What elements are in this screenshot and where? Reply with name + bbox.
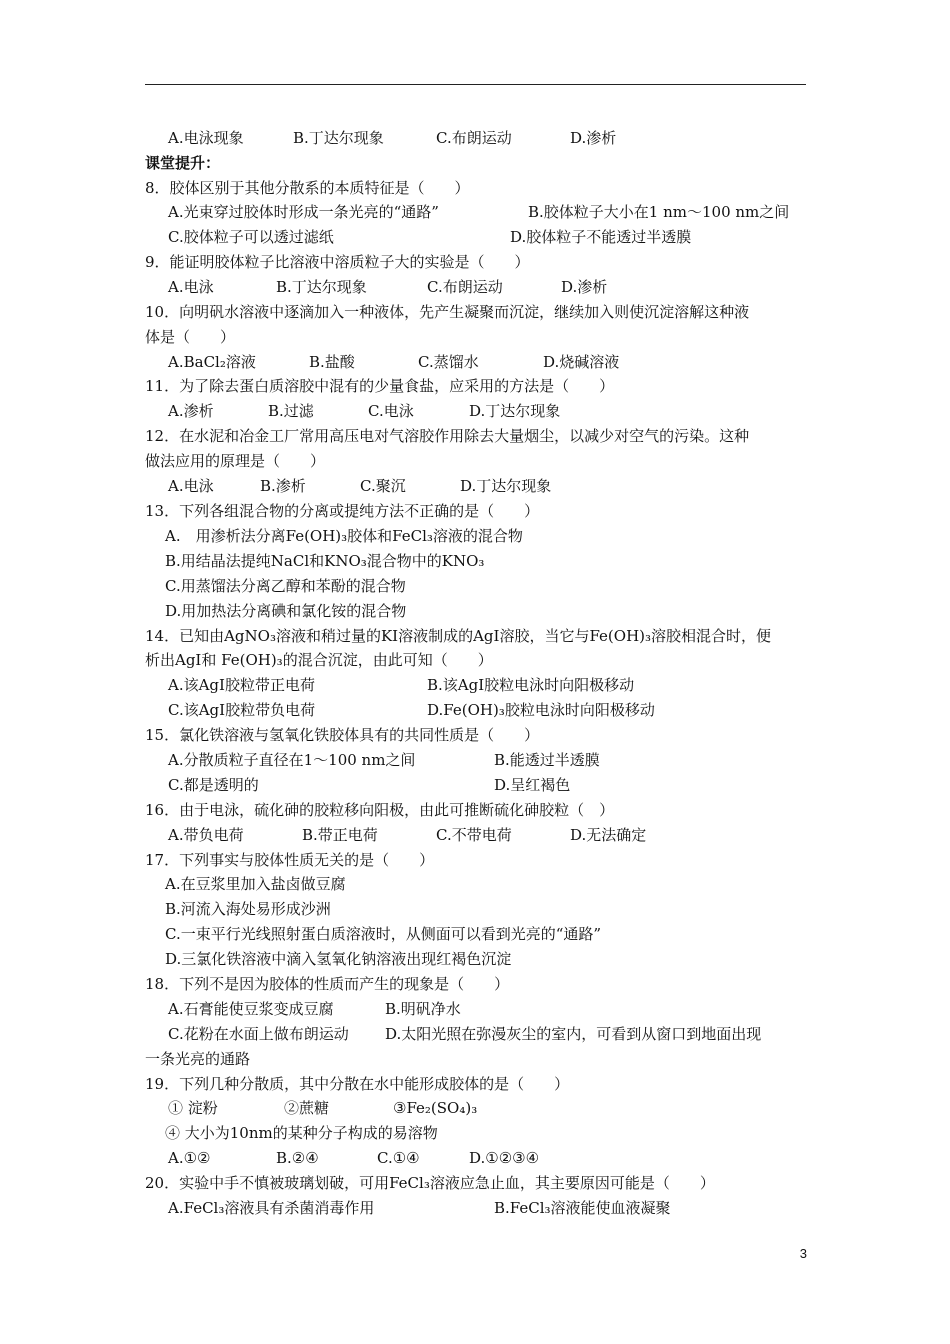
- q12-option-a: A.电泳: [168, 477, 214, 495]
- q8-option-a: A.光束穿过胶体时形成一条光亮的“通路”: [168, 203, 439, 221]
- q11-option-d: D.丁达尔现象: [469, 402, 561, 420]
- q19-item-3: ③Fe₂(SO₄)₃: [393, 1099, 478, 1117]
- question-10-line2: 体是（ ）: [145, 328, 236, 346]
- q19-item-4: ④ 大小为10nm的某种分子构成的易溶物: [150, 1124, 438, 1142]
- question-19: 19．下列几种分散质，其中分散在水中能形成胶体的是（ ）: [145, 1075, 570, 1093]
- question-18: 18．下列不是因为胶体的性质而产生的现象是（ ）: [145, 975, 510, 993]
- q7-option-d: D.渗析: [570, 129, 617, 147]
- q15-option-d: D.呈红褐色: [494, 776, 571, 794]
- q10-option-d: D.烧碱溶液: [543, 353, 620, 371]
- q8-option-c: C.胶体粒子可以透过滤纸: [168, 228, 334, 246]
- q9-option-a: A.电泳: [168, 278, 214, 296]
- q19-item-2: ②蔗糖: [284, 1099, 330, 1117]
- q15-option-a: A.分散质粒子直径在1～100 nm之间: [168, 751, 416, 769]
- q14-option-a: A.该AgI胶粒带正电荷: [168, 676, 315, 694]
- question-9: 9．能证明胶体粒子比溶液中溶质粒子大的实验是（ ）: [145, 253, 530, 271]
- q7-option-b: B.丁达尔现象: [293, 129, 384, 147]
- q7-option-c: C.布朗运动: [436, 129, 512, 147]
- q17-option-c: C.一束平行光线照射蛋白质溶液时，从侧面可以看到光亮的“通路”: [150, 925, 602, 943]
- section-heading: 课堂提升：: [145, 154, 221, 172]
- q8-option-b: B.胶体粒子大小在1 nm～100 nm之间: [528, 203, 790, 221]
- question-11: 11．为了除去蛋白质溶胶中混有的少量食盐，应采用的方法是（ ）: [145, 377, 615, 395]
- q19-item-1: ① 淀粉: [168, 1099, 218, 1117]
- q13-option-a: A. 用渗析法分离Fe(OH)₃胶体和FeCl₃溶液的混合物: [150, 527, 523, 545]
- q18-option-c: C.花粉在水面上做布朗运动: [168, 1025, 349, 1043]
- question-15: 15．氯化铁溶液与氢氧化铁胶体具有的共同性质是（ ）: [145, 726, 540, 744]
- q15-option-b: B.能透过半透膜: [494, 751, 600, 769]
- q14-option-c: C.该AgI胶粒带负电荷: [168, 701, 316, 719]
- q17-option-d: D.三氯化铁溶液中滴入氢氧化钠溶液出现红褐色沉淀: [150, 950, 512, 968]
- question-8: 8．胶体区别于其他分散系的本质特征是（ ）: [145, 179, 470, 197]
- q11-option-c: C.电泳: [368, 402, 414, 420]
- question-12-line2: 做法应用的原理是（ ）: [145, 452, 326, 470]
- q12-option-d: D.丁达尔现象: [460, 477, 552, 495]
- question-10-line1: 10．向明矾水溶液中逐滴加入一种液体，先产生凝聚而沉淀，继续加入则使沉淀溶解这种液: [145, 303, 750, 321]
- q11-option-b: B.过滤: [268, 402, 314, 420]
- q13-option-c: C.用蒸馏法分离乙醇和苯酚的混合物: [150, 577, 406, 595]
- q12-option-c: C.聚沉: [360, 477, 406, 495]
- question-13: 13．下列各组混合物的分离或提纯方法不正确的是（ ）: [145, 502, 540, 520]
- q14-option-b: B.该AgI胶粒电泳时向阳极移动: [427, 676, 635, 694]
- q18-option-a: A.石膏能使豆浆变成豆腐: [168, 1000, 334, 1018]
- q18-option-d-cont: 一条光亮的通路: [145, 1050, 251, 1068]
- q16-option-d: D.无法确定: [570, 826, 647, 844]
- q14-option-d: D.Fe(OH)₃胶粒电泳时向阳极移动: [427, 701, 655, 719]
- q16-option-b: B.带正电荷: [302, 826, 378, 844]
- question-12-line1: 12．在水泥和冶金工厂常用高压电对气溶胶作用除去大量烟尘，以减少对空气的污染。这种: [145, 427, 750, 445]
- q18-option-d: D.太阳光照在弥漫灰尘的室内，可看到从窗口到地面出现: [385, 1025, 762, 1043]
- q7-option-a: A.电泳现象: [168, 129, 244, 147]
- q19-option-d: D.①②③④: [469, 1149, 540, 1167]
- question-17: 17．下列事实与胶体性质无关的是（ ）: [145, 851, 435, 869]
- q13-option-d: D.用加热法分离碘和氯化铵的混合物: [150, 602, 407, 620]
- q10-option-b: B.盐酸: [309, 353, 355, 371]
- q15-option-c: C.都是透明的: [168, 776, 259, 794]
- header-rule: [145, 84, 806, 85]
- q19-option-a: A.①②: [168, 1149, 211, 1167]
- q9-option-c: C.布朗运动: [427, 278, 503, 296]
- q8-option-d: D.胶体粒子不能透过半透膜: [510, 228, 692, 246]
- question-14-line2: 析出AgI和 Fe(OH)₃的混合沉淀，由此可知（ ）: [145, 651, 493, 669]
- q13-option-b: B.用结晶法提纯NaCl和KNO₃混合物中的KNO₃: [150, 552, 485, 570]
- q20-option-b: B.FeCl₃溶液能使血液凝聚: [494, 1199, 671, 1217]
- q16-option-c: C.不带电荷: [436, 826, 512, 844]
- q10-option-a: A.BaCl₂溶液: [168, 353, 256, 371]
- q20-option-a: A.FeCl₃溶液具有杀菌消毒作用: [168, 1199, 375, 1217]
- question-20: 20．实验中手不慎被玻璃划破，可用FeCl₃溶液应急止血，其主要原因可能是（ ）: [145, 1174, 715, 1192]
- q16-option-a: A.带负电荷: [168, 826, 244, 844]
- q9-option-b: B.丁达尔现象: [276, 278, 367, 296]
- page-number: 3: [799, 1246, 807, 1261]
- q19-option-c: C.①④: [377, 1149, 420, 1167]
- q12-option-b: B.渗析: [260, 477, 306, 495]
- q19-option-b: B.②④: [276, 1149, 319, 1167]
- question-14-line1: 14．已知由AgNO₃溶液和稍过量的KI溶液制成的AgI溶胶，当它与Fe(OH)₃溶胶相混合时，便: [145, 627, 772, 645]
- q17-option-b: B.河流入海处易形成沙洲: [150, 900, 331, 918]
- q10-option-c: C.蒸馏水: [418, 353, 479, 371]
- q9-option-d: D.渗析: [561, 278, 608, 296]
- q18-option-b: B.明矾净水: [385, 1000, 461, 1018]
- q11-option-a: A.渗析: [168, 402, 214, 420]
- question-16: 16．由于电泳，硫化砷的胶粒移向阳极，由此可推断硫化砷胶粒（ ）: [145, 801, 615, 819]
- q17-option-a: A.在豆浆里加入盐卤做豆腐: [150, 875, 346, 893]
